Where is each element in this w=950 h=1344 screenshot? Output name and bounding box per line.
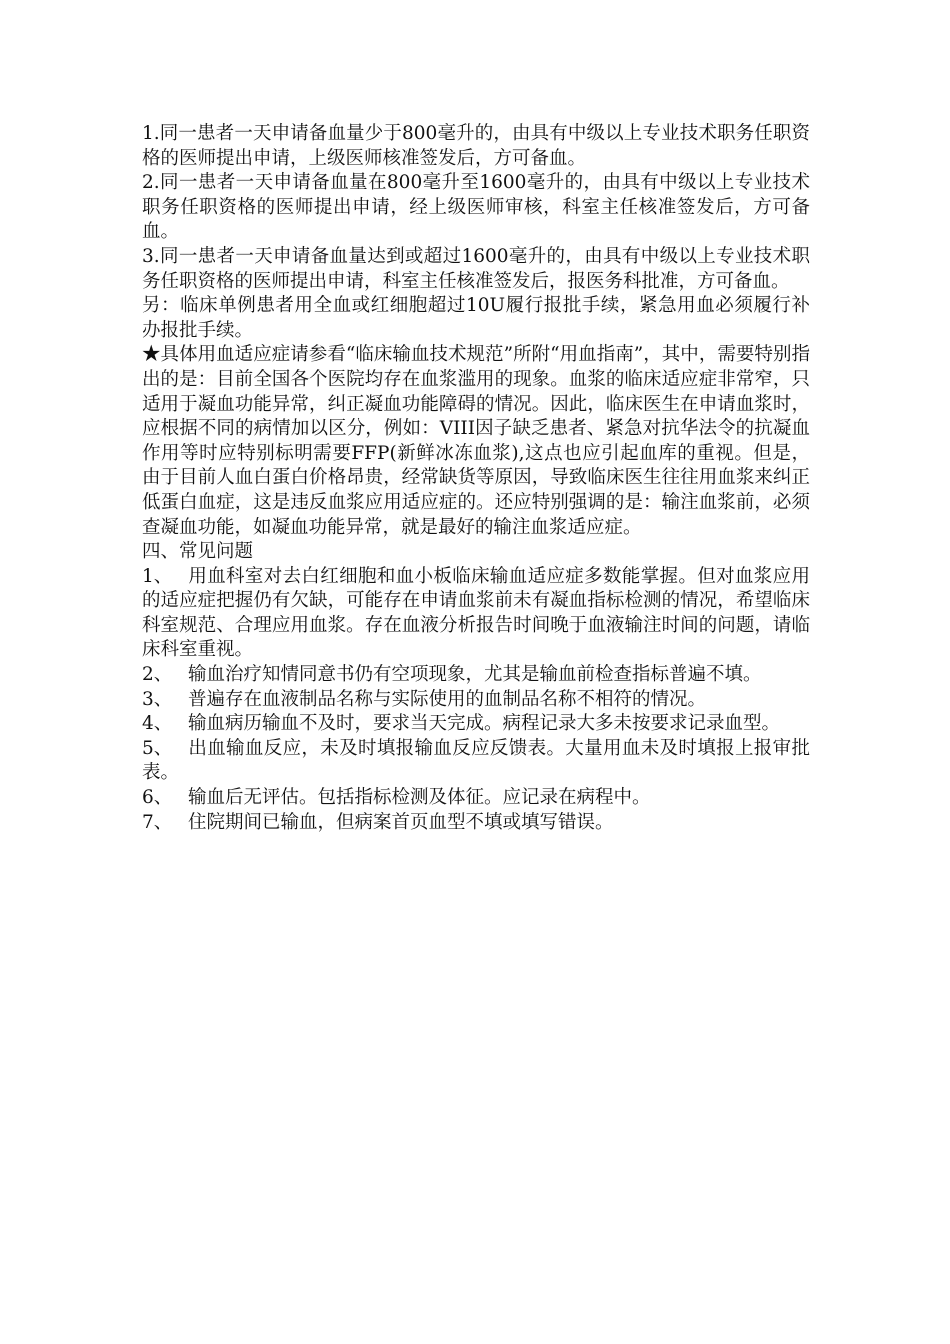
- issue-number: 3、: [142, 688, 173, 710]
- issue-text: 出血输血反应，未及时填报输血反应反馈表。大量用血未及时填报上报审批表。: [142, 737, 810, 784]
- issue-item: [142, 737, 810, 786]
- issue-number: 5、: [142, 737, 173, 759]
- note-paragraph: ★具体用血适应症请参看“临床输血技术规范”所附“用血指南”，其中，需要特别指出的是：目前全国各个医院均存在血浆滥用的现象。血浆的临床适应症非常窄，只适用于凝血功能异常，纠正凝血功能障碍的情况。因此，临床医生在申请血浆时，应根据不同的病情加以区分，例如：VIII因子缺乏患者、紧急对抗华法令的抗凝血作用等时应特别标明需要FFP(新鲜冰冻血浆),这点也应引起血库的重视。但是，由于目前人血白蛋白价格昂贵，经常缺货等原因，导致临床医生往往用血浆来纠正低蛋白血症，这是违反血浆应用适应症的。还应特别强调的是：输注血浆前，必须查凝血功能，如凝血功能异常，就是最好的输注血浆适应症。: [142, 344, 810, 538]
- document-body: [142, 122, 810, 835]
- section-heading: 四、常见问题: [142, 541, 254, 563]
- issue-text: 输血病历输血不及时，要求当天完成。病程记录大多未按要求记录血型。: [188, 713, 781, 735]
- issue-item: [142, 688, 810, 713]
- issue-text: 普遍存在血液制品名称与实际使用的血制品名称不相符的情况。: [188, 688, 707, 710]
- issue-number: 4、: [142, 713, 173, 735]
- rule-paragraph-1: 1.同一患者一天申请备血量少于800毫升的，由具有中级以上专业技术职务任职资格的医师提出申请，上级医师核准签发后，方可备血。: [142, 123, 810, 169]
- issue-item: [142, 786, 810, 811]
- issue-number: 7、: [142, 811, 173, 833]
- issue-item: [142, 663, 810, 688]
- issue-item: [142, 565, 810, 663]
- issue-text: 输血治疗知情同意书仍有空项现象，尤其是输血前检查指标普遍不填。: [188, 664, 762, 686]
- issue-item: [142, 712, 810, 737]
- issue-number: 6、: [142, 787, 173, 809]
- issue-text: 住院期间已输血，但病案首页血型不填或填写错误。: [188, 811, 614, 833]
- issue-item: [142, 811, 810, 836]
- rule-paragraph-3: 3.同一患者一天申请备血量达到或超过1600毫升的，由具有中级以上专业技术职务任职资格的医师提出申请，科室主任核准签发后，报医务科批准，方可备血。: [142, 245, 810, 292]
- issue-number: 1、: [142, 565, 173, 587]
- issue-text: 输血后无评估。包括指标检测及体征。应记录在病程中。: [188, 787, 651, 809]
- rule-paragraph-2: 2.同一患者一天申请备血量在800毫升至1600毫升的，由具有中级以上专业技术职务任职资格的医师提出申请，经上级医师审核，科室主任核准签发后，方可备血。: [142, 172, 810, 243]
- issue-text: 用血科室对去白红细胞和血小板临床输血适应症多数能掌握。但对血浆应用的适应症把握仍有欠缺，可能存在申请血浆前未有凝血指标检测的情况，希望临床科室规范、合理应用血浆。存在血液分析报告时间晚于血液输注时间的问题，请临床科室重视。: [142, 565, 810, 661]
- rule-paragraph-supplement: 另：临床单例患者用全血或红细胞超过10U履行报批手续，紧急用血必须履行补办报批手续。: [142, 295, 810, 341]
- issue-number: 2、: [142, 664, 173, 686]
